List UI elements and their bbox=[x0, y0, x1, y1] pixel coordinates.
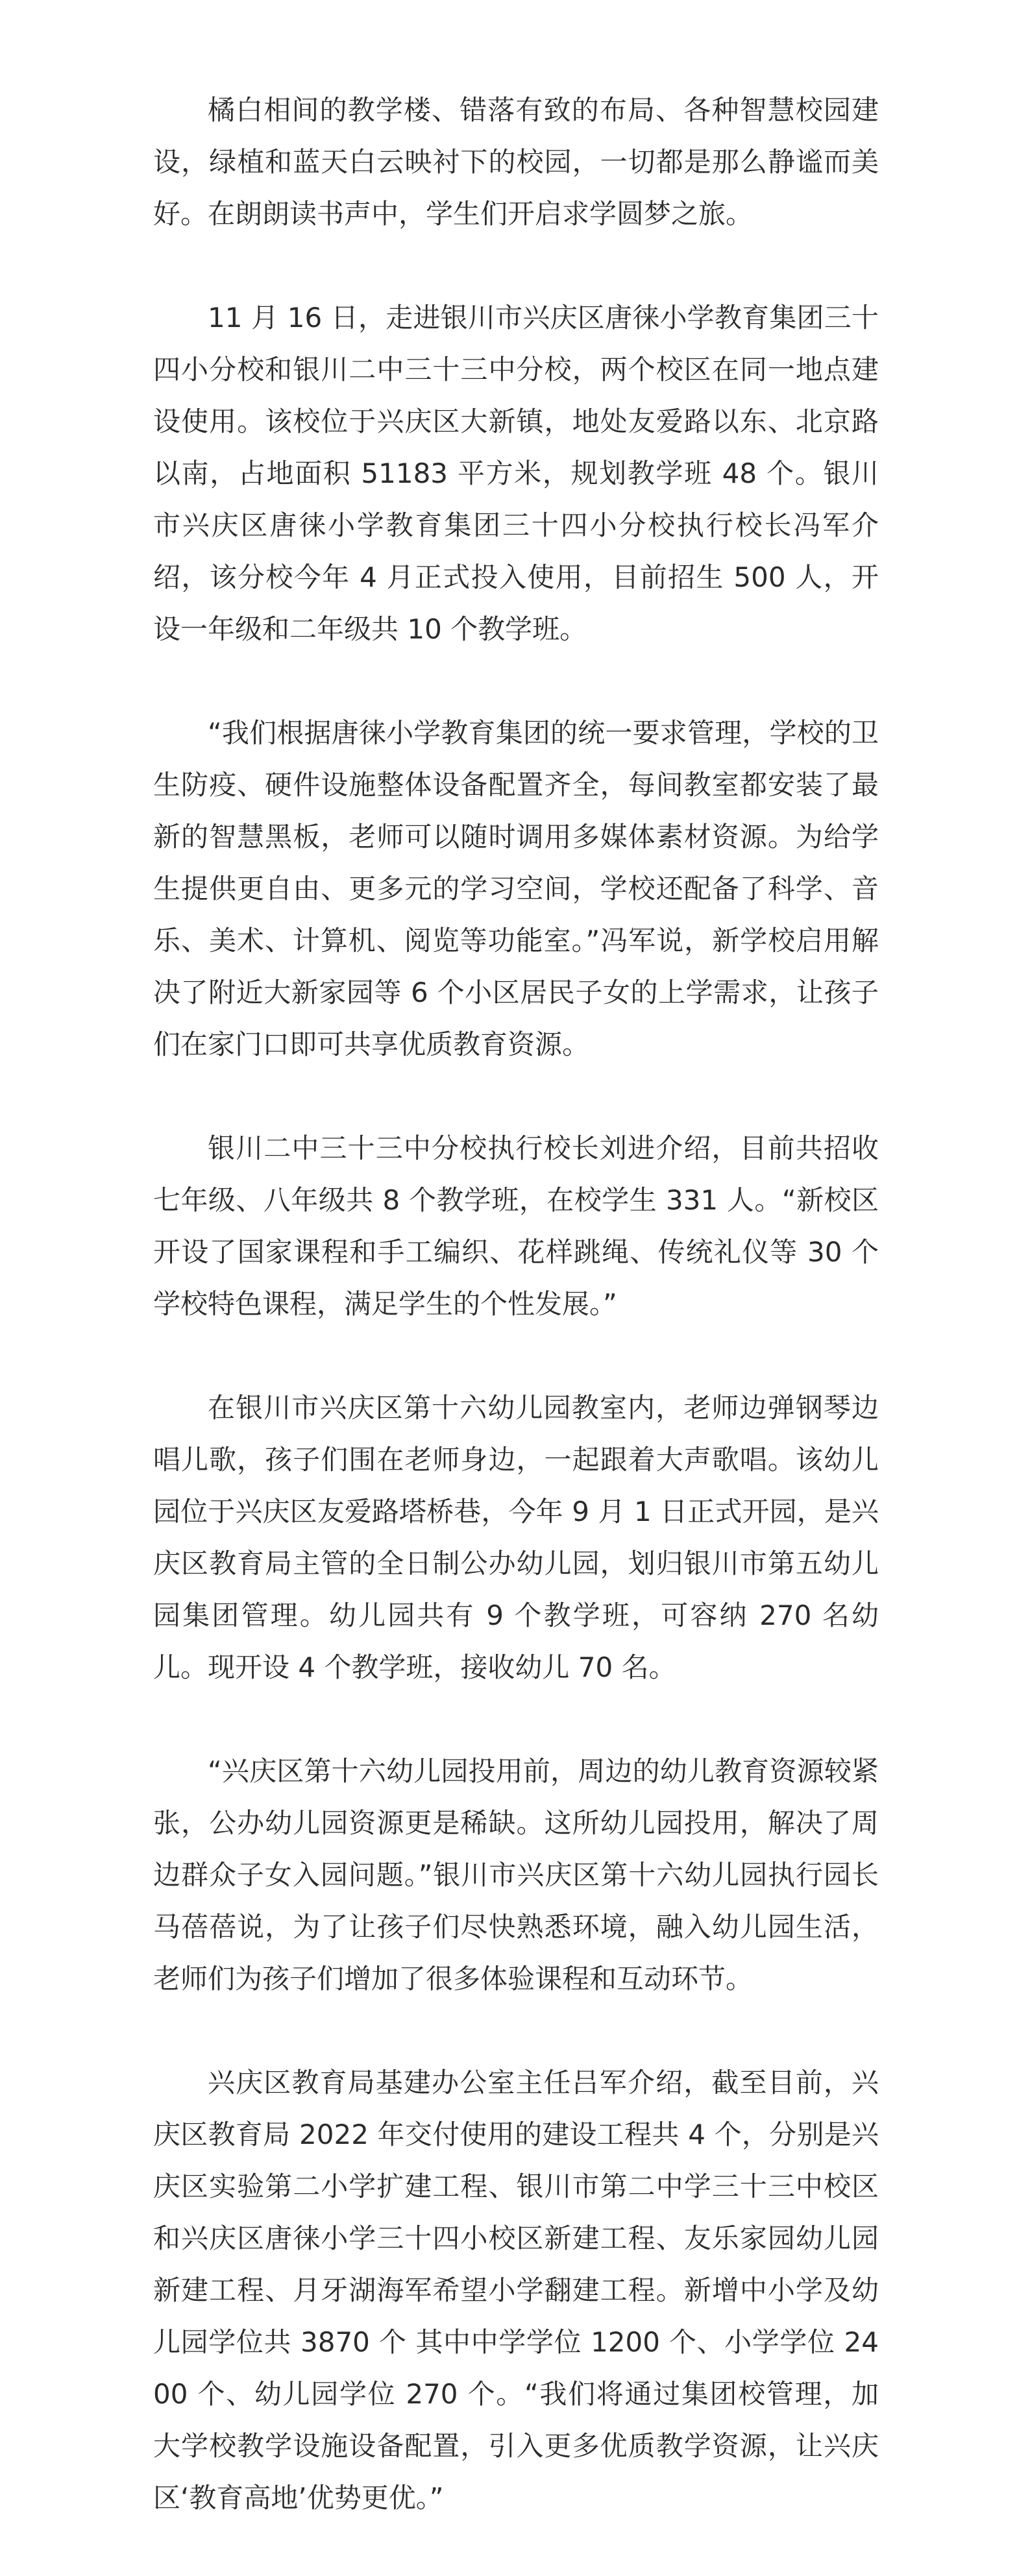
article-paragraph-1: 橘白相间的教学楼、错落有致的布局、各种智慧校园建设，绿植和蓝天白云映衬下的校园，一切都是那么静谧而美好。在朗朗读书声中，学生们开启求学圆梦之旅。 bbox=[153, 94, 879, 230]
article-paragraph-3: “我们根据唐徕小学教育集团的统一要求管理，学校的卫生防疫、硬件设施整体设备配置齐全，每间教室都安装了最新的智慧黑板，老师可以随时调用多媒体素材资源。为给学生提供更自由、更多元的学习空间，学校还配备了科学、音乐、美术、计算机、阅览等功能室。”冯军说，新学校启用解决了附近大新家园等 6 个小区居民子女的上学需求，让孩子们在家门口即可共享优质教育资源。 bbox=[153, 717, 879, 1060]
article-paragraph-6: “兴庆区第十六幼儿园投用前，周边的幼儿教育资源较紧张，公办幼儿园资源更是稀缺。这所幼儿园投用，解决了周边群众子女入园问题。”银川市兴庆区第十六幼儿园执行园长马蓓蓓说，为了让孩子们尽快熟悉环境，融入幼儿园生活，老师们为孩子们增加了很多体验课程和互动环节。 bbox=[153, 1755, 879, 1995]
article-paragraph-5: 在银川市兴庆区第十六幼儿园教室内，老师边弹钢琴边唱儿歌，孩子们围在老师身边，一起跟着大声歌唱。该幼儿园位于兴庆区友爱路塔桥巷，今年 9 月 1 日正式开园，是兴庆区教育局主管的全日制公办幼儿园，划归银川市第五幼儿园集团管理。幼儿园共有 9 个教学班，可容纳 270 名幼儿。现开设 4 个教学班，接收幼儿 70 名。 bbox=[153, 1392, 879, 1683]
article-body bbox=[153, 84, 879, 2576]
article-paragraph-2: 11 月 16 日，走进银川市兴庆区唐徕小学教育集团三十四小分校和银川二中三十三中分校，两个校区在同一地点建设使用。该校位于兴庆区大新镇，地处友爱路以东、北京路以南，占地面积 51183 平方米，规划教学班 48 个。银川市兴庆区唐徕小学教育集团三十四小分校执行校长冯军介绍，该分校今年 4 月正式投入使用，目前招生 500 人，开设一年级和二年级共 10 个教学班。 bbox=[153, 302, 879, 645]
article-paragraph-4: 银川二中三十三中分校执行校长刘进介绍，目前共招收七年级、八年级共 8 个教学班，在校学生 331 人。“新校区开设了国家课程和手工编织、花样跳绳、传统礼仪等 30 个学校特色课程，满足学生的个性发展。” bbox=[153, 1132, 879, 1320]
article-paragraph-7: 兴庆区教育局基建办公室主任吕军介绍，截至目前，兴庆区教育局 2022 年交付使用的建设工程共 4 个，分别是兴庆区实验第二小学扩建工程、银川市第二中学三十三中校区和兴庆区唐徕小学三十四小校区新建工程、友乐家园幼儿园新建工程、月牙湖海军希望小学翻建工程。新增中小学及幼儿园学位共 3870 个 其中中学学位 1200 个、小学学位 2400 个、幼儿园学位 270 个。“我们将通过集团校管理，加大学校教学设施设备配置，引入更多优质教学资源，让兴庆区‘教育高地’优势更优。” bbox=[153, 2067, 879, 2514]
